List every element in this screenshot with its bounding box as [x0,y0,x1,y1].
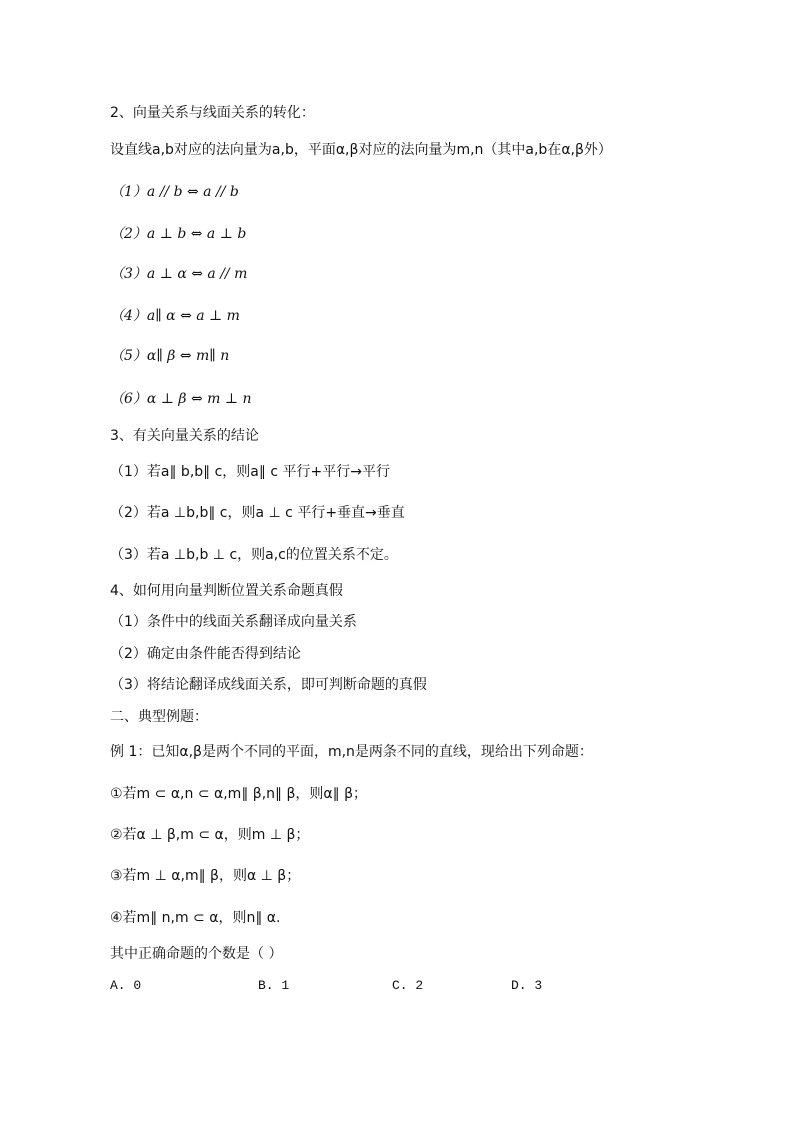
relation-1: （1）a // b ⇔ a // b [110,184,239,200]
choice-c[interactable]: C. 2 [392,978,424,993]
section-2-heading: 2、向量关系与线面关系的转化： [110,105,315,121]
section-4-heading: 4、如何用向量判断位置关系命题真假 [110,583,343,599]
example-1-intro: 例 1：已知α,β是两个不同的平面，m,n是两条不同的直线，现给出下列命题： [110,744,593,760]
proposition-3: ③若m ⊥ α,m∥ β，则α ⊥ β； [110,868,301,884]
proposition-2: ②若α ⊥ β,m ⊂ α，则m ⊥ β； [110,827,310,843]
choice-d[interactable]: D. 3 [511,978,543,993]
proposition-4: ④若m∥ n,m ⊂ α，则n∥ α. [110,910,281,926]
section-3-heading: 3、有关向量关系的结论 [110,428,259,444]
method-step-3: （3）将结论翻译成线面关系，即可判断命题的真假 [110,677,427,693]
relation-5: （5）α∥ β ⇔ m∥ n [110,348,230,364]
choice-b[interactable]: B. 1 [258,978,290,993]
question-text: 其中正确命题的个数是（ ） [110,946,283,962]
conclusion-3: （3）若a ⊥b,b ⊥ c，则a,c的位置关系不定。 [110,547,398,563]
choice-a[interactable]: A. 0 [110,978,142,993]
relation-2: （2）a ⊥ b ⇔ a ⊥ b [110,226,247,242]
proposition-1: ①若m ⊂ α,n ⊂ α,m∥ β,n∥ β，则α∥ β； [110,786,368,802]
conclusion-2: （2）若a ⊥b,b∥ c，则a ⊥ c 平行+垂直→垂直 [110,505,405,521]
relation-6: （6）α ⊥ β ⇔ m ⊥ n [110,391,252,407]
section-2-intro: 设直线a,b对应的法向量为a,b，平面α,β对应的法向量为m,n（其中a,b在α,β外） [110,142,612,158]
examples-heading: 二、典型例题： [110,709,208,725]
relation-4: （4）a∥ α ⇔ a ⊥ m [110,308,240,324]
method-step-2: （2）确定由条件能否得到结论 [110,646,301,662]
method-step-1: （1）条件中的线面关系翻译成向量关系 [110,614,357,630]
answer-choices [110,978,670,998]
conclusion-1: （1）若a∥ b,b∥ c，则a∥ c 平行+平行→平行 [110,464,390,480]
relation-3: （3）a ⊥ α ⇔ a // m [110,266,248,282]
